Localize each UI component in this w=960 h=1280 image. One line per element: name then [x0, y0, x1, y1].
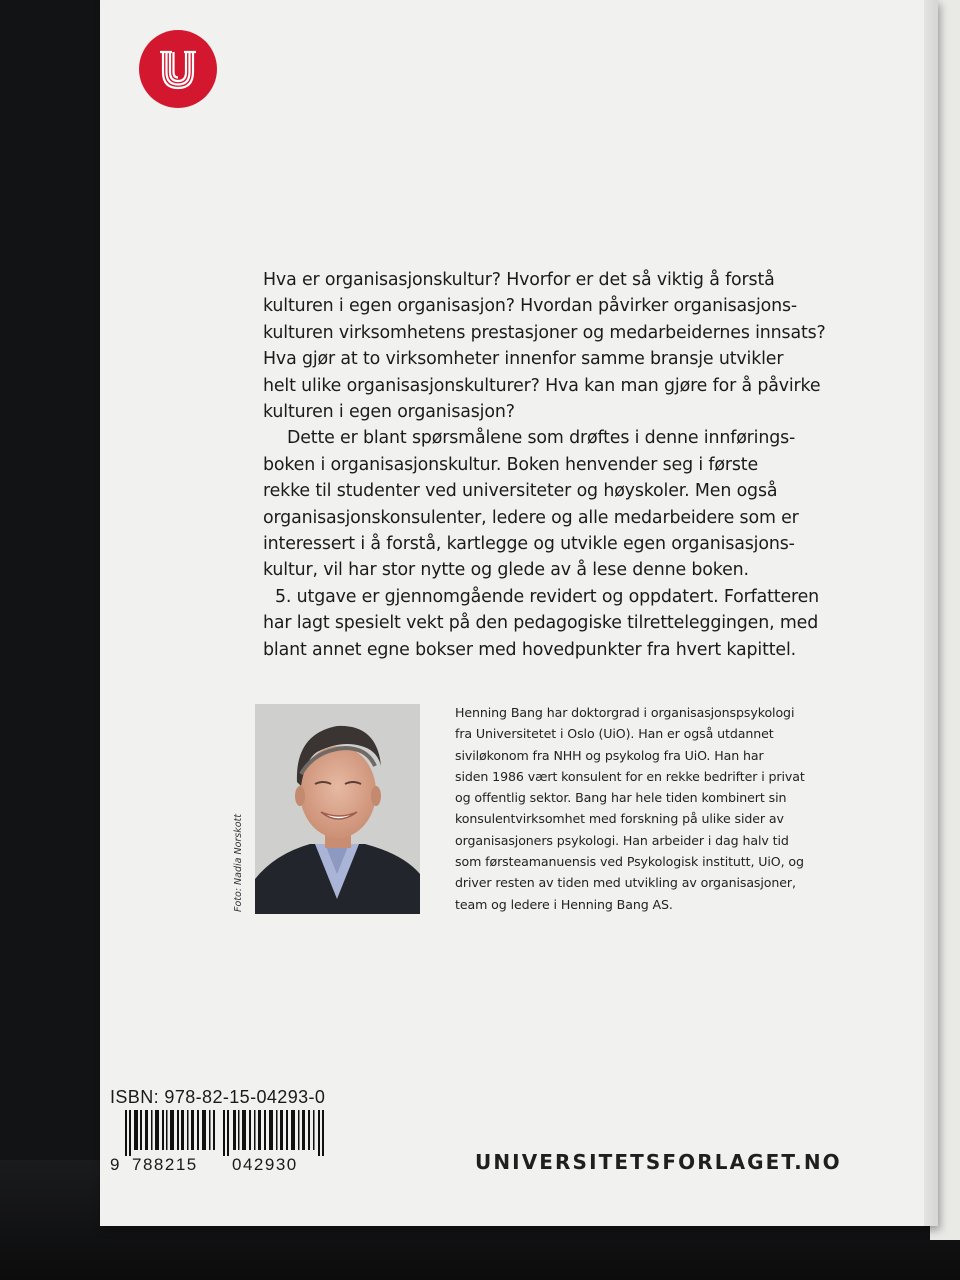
blurb-text: [263, 267, 828, 663]
barcode: [125, 1110, 330, 1156]
bio-line: siviløkonom fra NHH og psykolog fra UiO. Han har: [455, 747, 764, 763]
blurb-line: Hva er organisasjonskultur? Hvorfor er det så viktig å forstå: [263, 270, 775, 290]
blurb-paragraph-3: [263, 584, 828, 663]
university-u-logo-icon: [139, 30, 217, 108]
bio-line: og offentlig sektor. Bang har hele tiden kombinert sin: [455, 790, 787, 806]
blurb-line: Dette er blant spørsmålene som drøftes i denne innførings-: [287, 428, 796, 449]
blurb-line: kulturen i egen organisasjon?: [263, 402, 515, 423]
barcode-digits-right: 042930: [232, 1155, 298, 1174]
author-bio: [455, 702, 855, 915]
barcode-digit-first: 9: [110, 1155, 120, 1174]
barcode-digits-left: 788215: [132, 1155, 198, 1174]
blurb-line: Hva gjør at to virksomheter innenfor samme bransje utvikler: [263, 349, 784, 370]
blurb-line: blant annet egne bokser med hovedpunkter fra hvert kapittel.: [263, 639, 797, 660]
blurb-line: kulturen virksomhetens prestasjoner og medarbeidernes innsats?: [263, 322, 826, 343]
blurb-line: kulturen i egen organisasjon? Hvordan påvirker organisasjons-: [263, 296, 798, 317]
photo-credit: Foto: Nadia Norskott: [233, 813, 244, 912]
publisher-website: UNIVERSITETSFORLAGET.NO: [475, 1150, 842, 1174]
author-portrait: [255, 704, 420, 914]
bio-line: team og ledere i Henning Bang AS.: [455, 896, 673, 912]
blurb-line: har lagt spesielt vekt på den pedagogiske tilretteleggingen, med: [263, 613, 819, 634]
barcode-digits: [110, 1155, 350, 1177]
blurb-line: 5. utgave er gjennomgående revidert og oppdatert. Forfatteren: [275, 586, 820, 607]
cover-edge: [924, 0, 938, 1226]
bio-line: Henning Bang har doktorgrad i organisasjonspsykologi: [455, 705, 795, 720]
bio-line: organisasjoners psykologi. Han arbeider i dag halv tid: [455, 832, 789, 848]
bio-line: fra Universitetet i Oslo (UiO). Han er også utdannet: [455, 726, 774, 742]
isbn-label: ISBN: 978-82-15-04293-0: [110, 1087, 326, 1107]
blurb-paragraph-2: [263, 425, 828, 583]
bio-line: konsulentvirksomhet med forskning på ulike sider av: [455, 811, 784, 827]
bio-line: som førsteamanuensis ved Psykologisk institutt, UiO, og: [455, 854, 804, 870]
bio-line: siden 1986 vært konsulent for en rekke bedrifter i privat: [455, 768, 805, 784]
blurb-line: boken i organisasjonskultur. Boken henvender seg i første: [263, 454, 759, 475]
blurb-line: rekke til studenter ved universiteter og høyskoler. Men også: [263, 481, 778, 502]
blurb-line: helt ulike organisasjonskulturer? Hva kan man gjøre for å påvirke: [263, 375, 821, 396]
blurb-line: kultur, vil har stor nytte og glede av å lese denne boken.: [263, 560, 749, 581]
bio-line: driver resten av tiden med utvikling av organisasjoner,: [455, 875, 796, 891]
blurb-line: interessert i å forstå, kartlegge og utvikle egen organisasjons-: [263, 534, 795, 555]
blurb-paragraph-1: [263, 267, 828, 425]
blurb-line: organisasjonskonsulenter, ledere og alle medarbeidere som er: [263, 507, 799, 528]
